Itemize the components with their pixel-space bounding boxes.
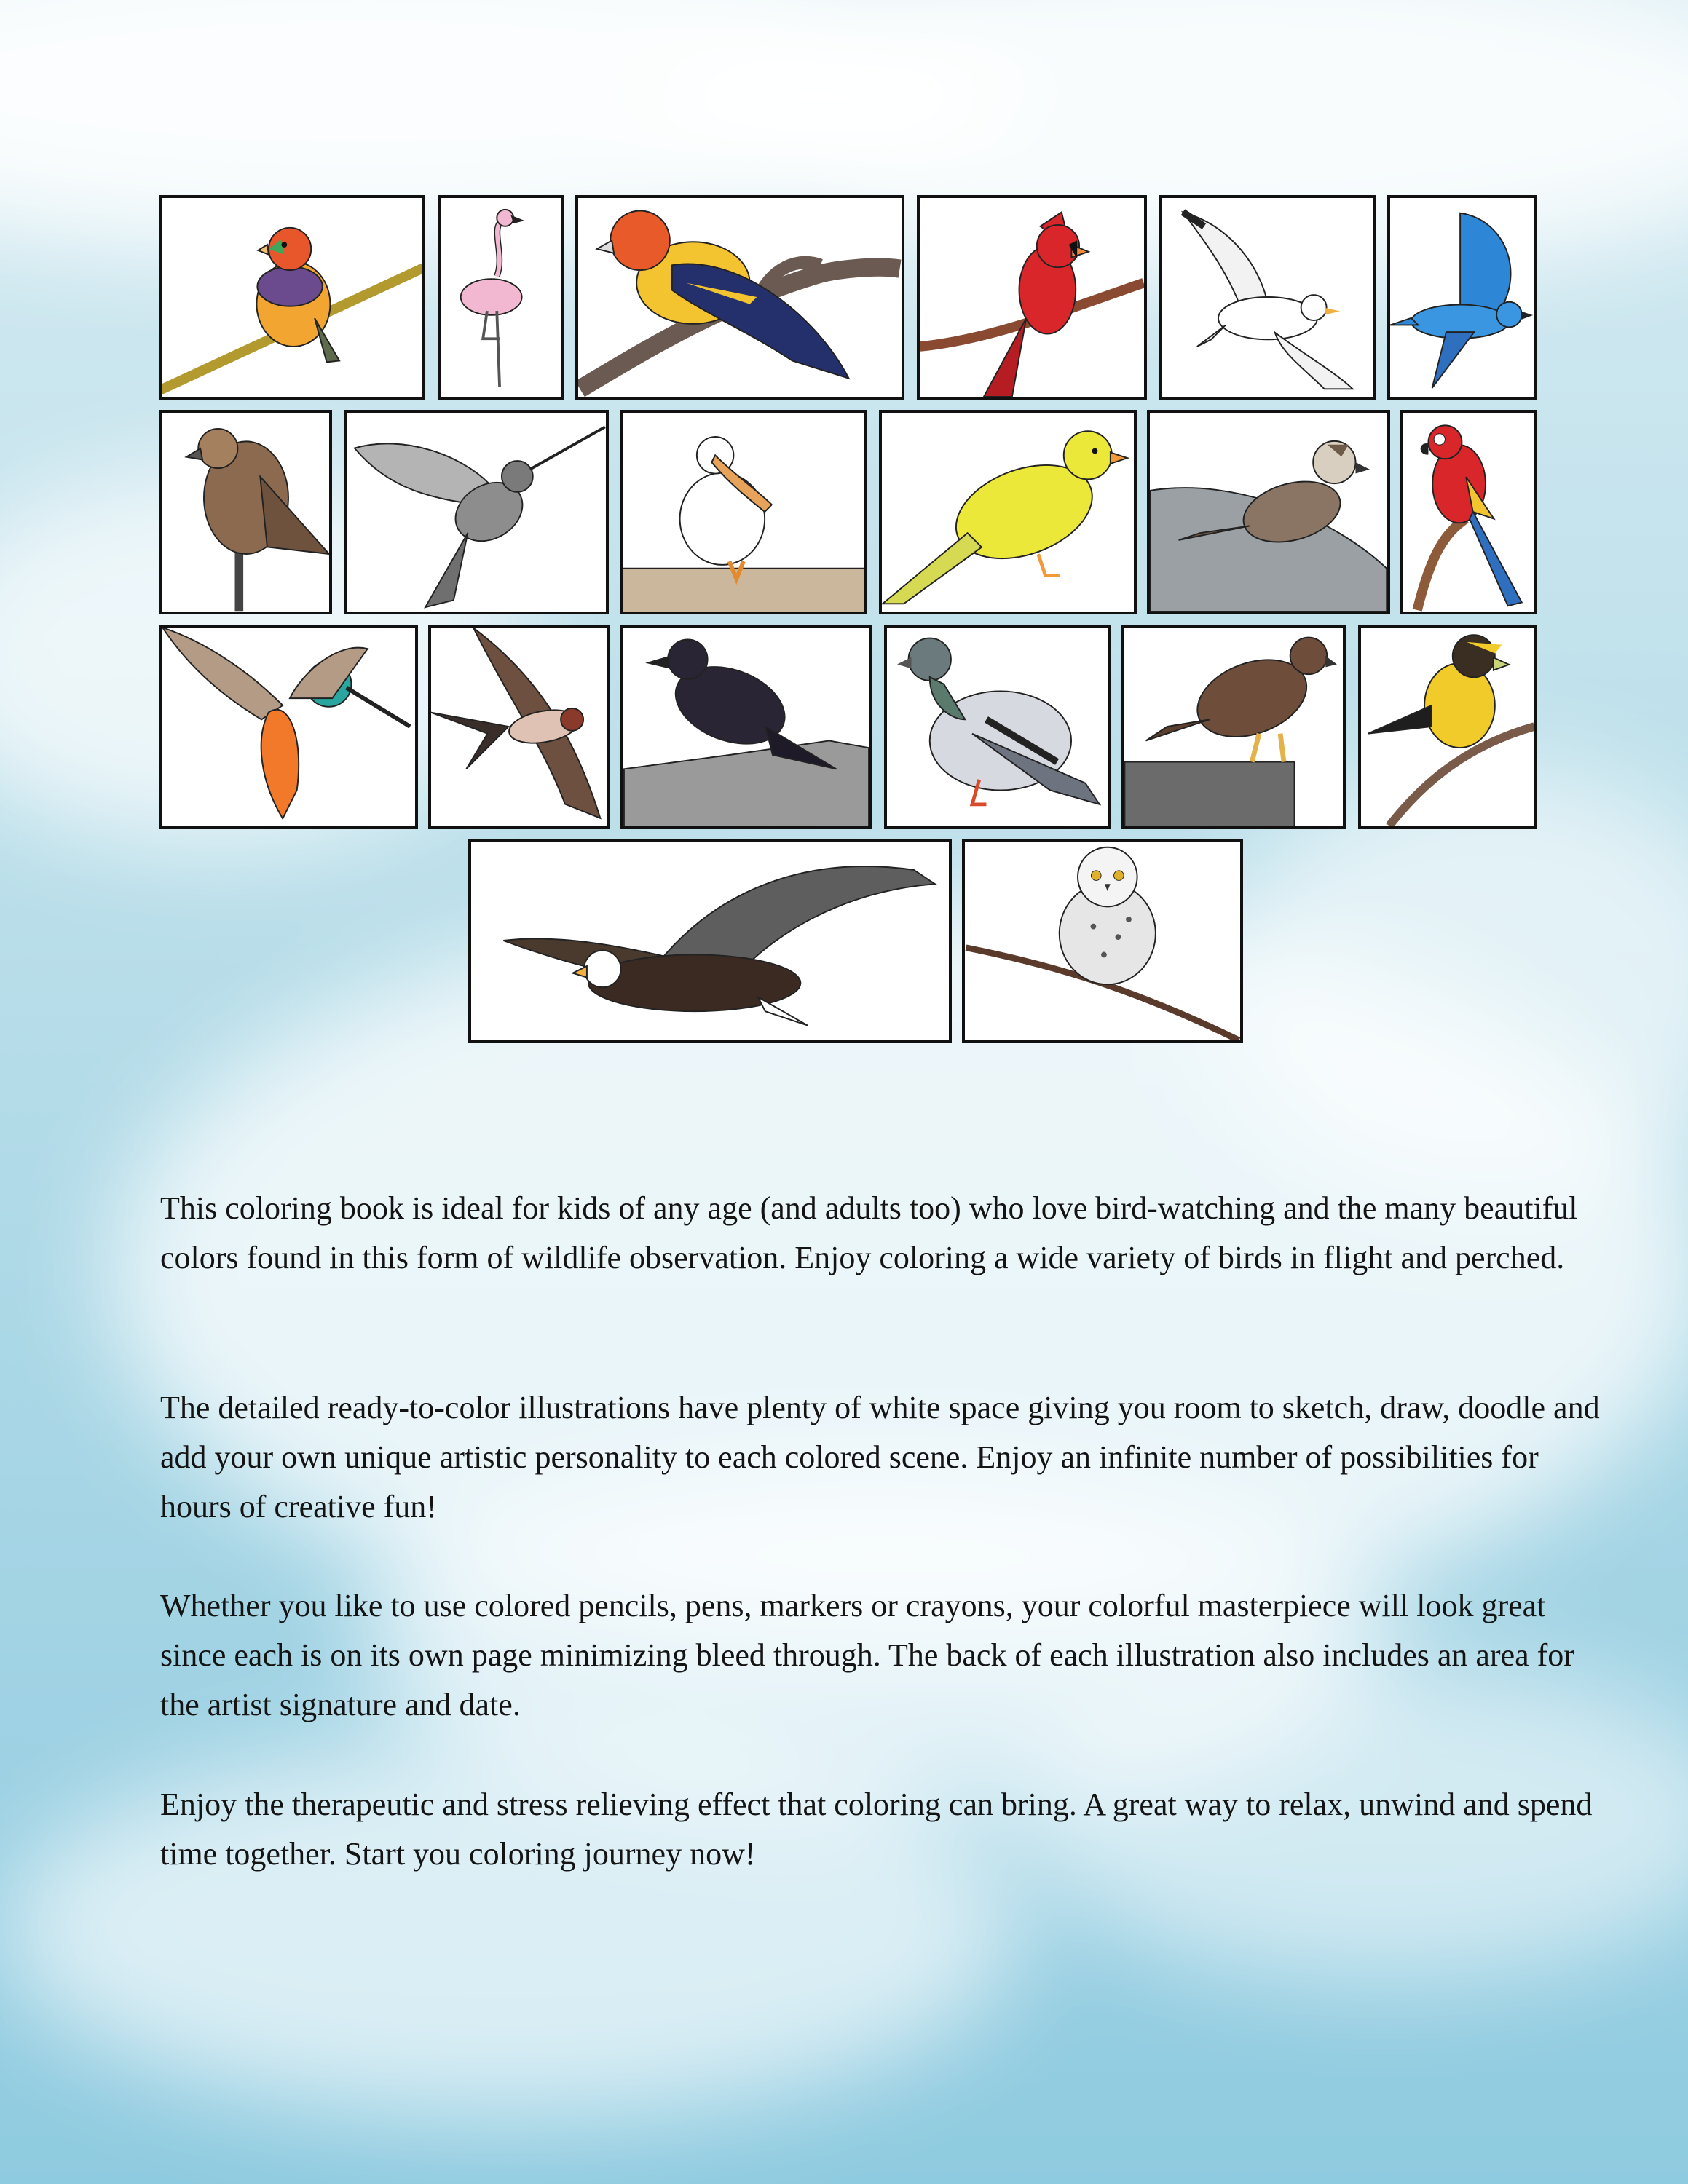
harris-hawk-icon <box>1124 628 1343 826</box>
sparrow-tile <box>1147 410 1390 614</box>
mountain-bluebird-icon <box>1390 198 1534 397</box>
pigeon-icon <box>887 628 1108 826</box>
western-tanager-tile <box>575 195 904 400</box>
harris-hawk-tile <box>1121 625 1346 829</box>
seagull-tile <box>1159 195 1376 400</box>
pelican-tile <box>620 410 867 614</box>
description-paragraph-1: This coloring book is ideal for kids of any age (and adults too) who love bird-watching and the many beautiful colors found in this form of wildlife observation. Enjoy coloring a wide variety of birds in flight and perched. <box>160 1190 1578 1275</box>
evening-grosbeak-icon <box>1361 628 1534 826</box>
hawk-tile <box>159 410 332 614</box>
raven-tile <box>620 625 872 829</box>
kingfisher-icon <box>162 628 415 826</box>
scarlet-macaw-icon <box>1403 413 1534 612</box>
seagull-icon <box>1162 198 1373 397</box>
hummingbird-icon <box>347 413 606 612</box>
canary-icon <box>882 413 1134 612</box>
gouldian-finch-icon <box>162 198 422 397</box>
gouldian-finch-tile <box>159 195 425 400</box>
bald-eagle-icon <box>471 842 949 1040</box>
pigeon-tile <box>884 625 1111 829</box>
western-tanager-icon <box>578 198 902 397</box>
swallow-tile <box>428 625 610 829</box>
pelican-icon <box>623 413 864 612</box>
canary-tile <box>879 410 1137 614</box>
snowy-owl-tile <box>962 839 1243 1043</box>
description-paragraph-3: Whether you like to use colored pencils, pens, markers or crayons, your colorful masterpiece will look great since each is on its own page minimizing bleed through. The back of each illustration also includes an area for the artist signature and date. <box>160 1588 1574 1722</box>
hummingbird-tile <box>344 410 609 614</box>
sparrow-icon <box>1150 413 1387 612</box>
flamingo-tile <box>438 195 564 400</box>
hawk-icon <box>162 413 329 612</box>
northern-cardinal-icon <box>920 198 1144 397</box>
bald-eagle-tile <box>468 839 952 1043</box>
mountain-bluebird-tile <box>1387 195 1537 400</box>
northern-cardinal-tile <box>917 195 1147 400</box>
snowy-owl-icon <box>965 842 1240 1040</box>
kingfisher-tile <box>159 625 418 829</box>
raven-icon <box>623 628 869 826</box>
description-paragraph-2: The detailed ready-to-color illustrations have plenty of white space giving you room to sketch, draw, doodle and add your own unique artistic personality to each colored scene. Enjoy an infinite number of possibilities for hours of creative fun! <box>160 1390 1600 1524</box>
description-paragraph-4: Enjoy the therapeutic and stress relieving effect that coloring can bring. A great way to relax, unwind and spend time together. Start you coloring journey now! <box>160 1787 1593 1872</box>
swallow-icon <box>431 628 607 826</box>
flamingo-icon <box>441 198 561 397</box>
evening-grosbeak-tile <box>1358 625 1537 829</box>
scarlet-macaw-tile <box>1400 410 1537 614</box>
